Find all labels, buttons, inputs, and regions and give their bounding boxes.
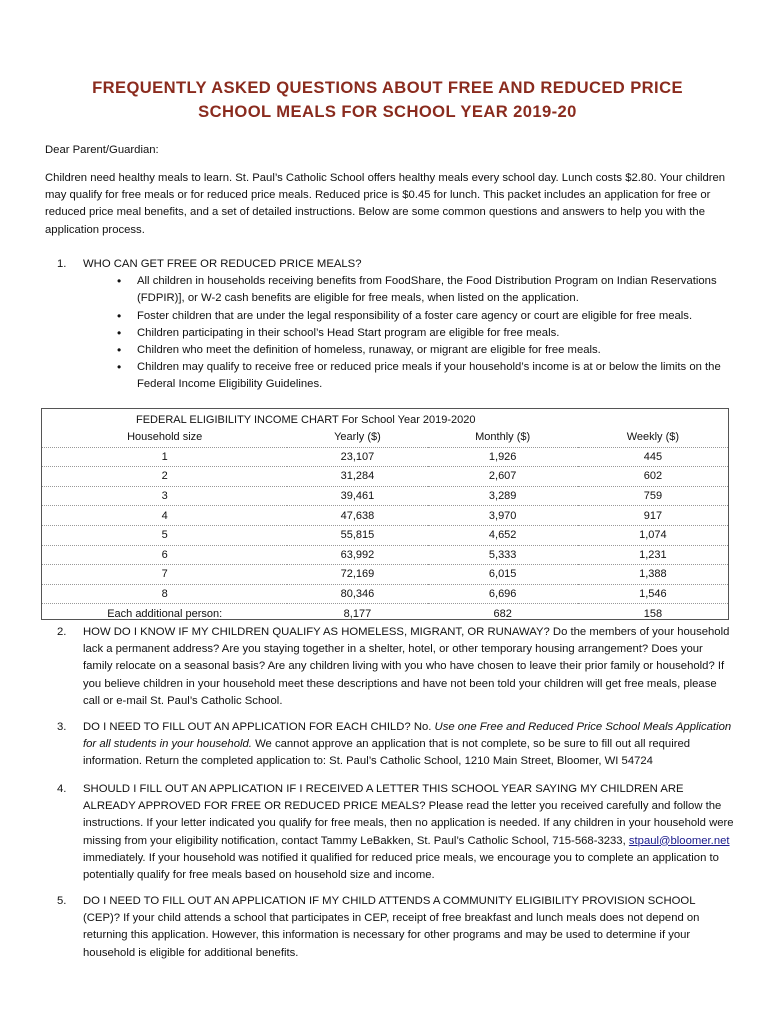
table-cell: 8	[42, 584, 287, 604]
table-cell: 682	[493, 607, 512, 620]
table-cell: 63,992	[287, 545, 427, 565]
table-row	[42, 447, 728, 467]
list-item: • Foster children that are under the legal responsibility of a foster care agency or court are eligible for free meals.	[45, 308, 727, 325]
title-line-2: SCHOOL MEALS FOR SCHOOL YEAR 2019-20	[198, 102, 577, 121]
table-cell: 2	[42, 467, 287, 487]
question-4	[45, 781, 735, 884]
question-5	[45, 893, 735, 962]
income-chart-title: FEDERAL ELIGIBILITY INCOME CHART For School Year 2019-2020	[136, 414, 476, 426]
table-cell: 6,696	[428, 584, 578, 604]
table-cell: 917	[578, 506, 728, 526]
table-cell: Each additional person:	[107, 607, 223, 620]
question-2	[45, 624, 735, 710]
table-row	[42, 545, 728, 565]
question-text-part: DO I NEED TO FILL OUT AN APPLICATION FOR EACH CHILD? No.	[83, 721, 435, 733]
table-cell: 1,546	[578, 584, 728, 604]
table-cell: 158	[643, 607, 663, 620]
table-row	[42, 565, 728, 585]
question-number: 1.	[57, 258, 67, 270]
list-item: • Children may qualify to receive free or reduced price meals if your household’s income is at or below the limits on the Federal Income Eligibility Guidelines.	[45, 359, 727, 393]
question-number: 4.	[57, 783, 67, 795]
column-header: Household size	[42, 428, 287, 447]
column-header: Weekly ($)	[578, 428, 728, 447]
table-header-row	[42, 428, 728, 447]
table-cell: 47,638	[287, 506, 427, 526]
question-number: 5.	[57, 895, 67, 907]
question-text: DO I NEED TO FILL OUT AN APPLICATION IF MY CHILD ATTENDS A COMMUNITY ELIGIBILITY PROVISION SCHOOL (CEP)? If your child attends a school that participates in CEP, receipt of free breakfast and lunch meals does not depend on returning this application. However, this information is necessary for other programs and may be used to determine if your household is eligible for additional benefits.	[83, 895, 700, 959]
question-text-part: SHOULD I FILL OUT AN APPLICATION IF I RECEIVED A LETTER THIS SCHOOL YEAR SAYING MY CHILDREN ARE ALREADY APPROVED FOR FREE OR REDUCED PRICE MEALS? Please read the letter you received carefully and follow the instructions. If your letter indicated you qualify for free meals, then no application is needed. If any children in your household were missing from your eligibility notification, contact Tammy LeBakken, St. Paul’s Catholic School, 715-568-3233,	[83, 783, 734, 847]
table-row	[42, 584, 728, 604]
question-text	[83, 781, 735, 884]
table-row	[42, 506, 728, 526]
table-cell: 5	[42, 525, 287, 545]
column-header: Monthly ($)	[428, 428, 578, 447]
column-header: Yearly ($)	[287, 428, 427, 447]
table-cell: 55,815	[287, 525, 427, 545]
table-cell: 5,333	[428, 545, 578, 565]
eligibility-list	[45, 273, 735, 393]
page-title	[45, 76, 730, 124]
table-cell: 445	[578, 447, 728, 467]
table-cell: 1	[42, 447, 287, 467]
question-text-emphasis: Use one Free and Reduced Price School Meals Application for all students in your household.	[83, 721, 732, 751]
table-cell: 4	[42, 506, 287, 526]
table-cell: 759	[578, 486, 728, 506]
table-cell: 39,461	[287, 486, 427, 506]
question-3	[45, 719, 735, 771]
table-cell: 3	[42, 486, 287, 506]
question-text-part: We cannot approve an application that is not complete, so be sure to fill out all required information. Return the completed application to: St. Paul’s Catholic School, 1210 Main Street, Bloomer, WI 54724	[83, 738, 691, 768]
table-cell: 8,177	[343, 607, 372, 620]
table-cell: 7	[42, 565, 287, 585]
list-item: • Children participating in their school’s Head Start program are eligible for free meals.	[45, 325, 727, 342]
question-text-part: immediately. If your household was notified it qualified for reduced price meals, we encourage you to complete an application to potentially qualify for free meals based on household size and income.	[83, 851, 719, 882]
table-cell: 23,107	[287, 447, 427, 467]
table-cell: 80,346	[287, 584, 427, 604]
table-row	[42, 525, 728, 545]
email-link[interactable]: stpaul@bloomer.net	[628, 834, 730, 847]
list-item: • Children who meet the definition of homeless, runaway, or migrant are eligible for free meals.	[45, 342, 727, 359]
table-row	[42, 604, 728, 623]
table-cell: 72,169	[287, 565, 427, 585]
list-item: • All children in households receiving benefits from FoodShare, the Food Distribution Program on Indian Reservations (FDPIR)], or W-2 cash benefits are eligible for free meals, when listed on the application.	[45, 273, 727, 307]
table-cell: 31,284	[287, 467, 427, 487]
table-cell: 1,926	[428, 447, 578, 467]
table-cell: 3,970	[428, 506, 578, 526]
table-cell: 1,231	[578, 545, 728, 565]
table-row	[42, 467, 728, 487]
table-cell: 1,388	[578, 565, 728, 585]
question-number: 3.	[57, 721, 67, 733]
question-heading: WHO CAN GET FREE OR REDUCED PRICE MEALS?	[83, 258, 362, 270]
income-chart	[41, 408, 729, 620]
question-text: HOW DO I KNOW IF MY CHILDREN QUALIFY AS HOMELESS, MIGRANT, OR RUNAWAY? Do the members of your household lack a permanent address? Are you staying together in a shelter, hotel, or other temporary housing arrangement? Does your family relocate on a seasonal basis? Are any children living with you who have chosen to leave their prior family or household? If you believe children in your household meet these descriptions and have not been told your children will get free meals, please call or e-mail St. Paul’s Catholic School.	[83, 626, 730, 707]
table-cell: 602	[578, 467, 728, 487]
table-cell: 3,289	[428, 486, 578, 506]
table-cell: 6,015	[428, 565, 578, 585]
question-text	[83, 719, 735, 771]
greeting: Dear Parent/Guardian:	[45, 144, 159, 156]
intro-paragraph: Children need healthy meals to learn. St. Paul’s Catholic School offers healthy meals every school day. Lunch costs $2.80. Your children may qualify for free meals or for reduced price meals. Reduced price is $0.45 for lunch. This packet includes an application for free or reduced price meal benefits, and a set of detailed instructions. Below are some common questions and answers to help you with the application process.	[45, 172, 726, 236]
table-cell: 4,652	[428, 525, 578, 545]
table-cell: 6	[42, 545, 287, 565]
table-row	[42, 486, 728, 506]
question-number: 2.	[57, 626, 67, 638]
question-1	[45, 256, 735, 394]
title-line-1: FREQUENTLY ASKED QUESTIONS ABOUT FREE AND REDUCED PRICE	[92, 78, 683, 97]
table-cell: 1,074	[578, 525, 728, 545]
table-cell: 2,607	[428, 467, 578, 487]
income-table	[42, 428, 728, 623]
